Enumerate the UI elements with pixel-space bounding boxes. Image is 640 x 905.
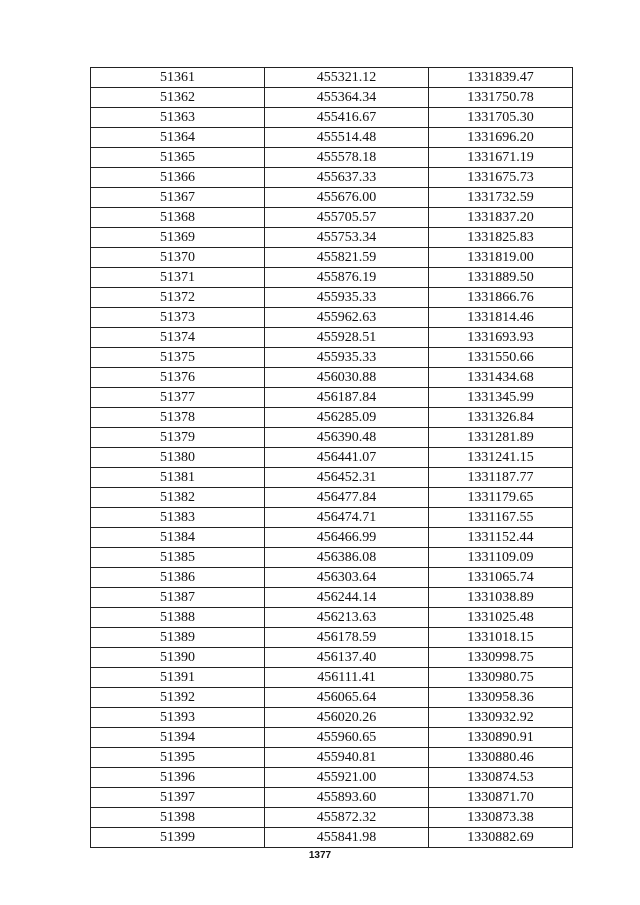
table-row bbox=[91, 268, 573, 288]
point-id-cell: 51390 bbox=[91, 648, 265, 668]
x-coordinate-cell: 456020.26 bbox=[265, 708, 429, 728]
x-coordinate-cell: 455872.32 bbox=[265, 808, 429, 828]
point-id-cell: 51383 bbox=[91, 508, 265, 528]
coordinate-table bbox=[90, 67, 573, 848]
y-coordinate-cell: 1330882.69 bbox=[429, 828, 573, 848]
table-row bbox=[91, 588, 573, 608]
x-coordinate-cell: 455676.00 bbox=[265, 188, 429, 208]
table-row bbox=[91, 208, 573, 228]
table-row bbox=[91, 768, 573, 788]
y-coordinate-cell: 1330998.75 bbox=[429, 648, 573, 668]
table-row bbox=[91, 348, 573, 368]
point-id-cell: 51395 bbox=[91, 748, 265, 768]
table-row bbox=[91, 108, 573, 128]
point-id-cell: 51389 bbox=[91, 628, 265, 648]
y-coordinate-cell: 1331434.68 bbox=[429, 368, 573, 388]
y-coordinate-cell: 1331819.00 bbox=[429, 248, 573, 268]
x-coordinate-cell: 456111.41 bbox=[265, 668, 429, 688]
y-coordinate-cell: 1331018.15 bbox=[429, 628, 573, 648]
table-row bbox=[91, 508, 573, 528]
point-id-cell: 51377 bbox=[91, 388, 265, 408]
y-coordinate-cell: 1331732.59 bbox=[429, 188, 573, 208]
table-row bbox=[91, 328, 573, 348]
table-row bbox=[91, 748, 573, 768]
y-coordinate-cell: 1330980.75 bbox=[429, 668, 573, 688]
table-row bbox=[91, 228, 573, 248]
x-coordinate-cell: 455876.19 bbox=[265, 268, 429, 288]
table-row bbox=[91, 168, 573, 188]
point-id-cell: 51388 bbox=[91, 608, 265, 628]
x-coordinate-cell: 455637.33 bbox=[265, 168, 429, 188]
y-coordinate-cell: 1331705.30 bbox=[429, 108, 573, 128]
point-id-cell: 51368 bbox=[91, 208, 265, 228]
x-coordinate-cell: 455578.18 bbox=[265, 148, 429, 168]
point-id-cell: 51380 bbox=[91, 448, 265, 468]
y-coordinate-cell: 1331281.89 bbox=[429, 428, 573, 448]
point-id-cell: 51393 bbox=[91, 708, 265, 728]
table-row bbox=[91, 248, 573, 268]
point-id-cell: 51392 bbox=[91, 688, 265, 708]
y-coordinate-cell: 1330890.91 bbox=[429, 728, 573, 748]
table-row bbox=[91, 668, 573, 688]
page-number: 1377 bbox=[308, 850, 332, 861]
x-coordinate-cell: 455321.12 bbox=[265, 68, 429, 88]
x-coordinate-cell: 455962.63 bbox=[265, 308, 429, 328]
y-coordinate-cell: 1330932.92 bbox=[429, 708, 573, 728]
y-coordinate-cell: 1331241.15 bbox=[429, 448, 573, 468]
y-coordinate-cell: 1330871.70 bbox=[429, 788, 573, 808]
x-coordinate-cell: 455705.57 bbox=[265, 208, 429, 228]
point-id-cell: 51364 bbox=[91, 128, 265, 148]
point-id-cell: 51382 bbox=[91, 488, 265, 508]
y-coordinate-cell: 1331866.76 bbox=[429, 288, 573, 308]
point-id-cell: 51371 bbox=[91, 268, 265, 288]
y-coordinate-cell: 1331065.74 bbox=[429, 568, 573, 588]
y-coordinate-cell: 1331326.84 bbox=[429, 408, 573, 428]
table-row bbox=[91, 708, 573, 728]
table-row bbox=[91, 128, 573, 148]
y-coordinate-cell: 1331814.46 bbox=[429, 308, 573, 328]
point-id-cell: 51385 bbox=[91, 548, 265, 568]
y-coordinate-cell: 1331696.20 bbox=[429, 128, 573, 148]
point-id-cell: 51363 bbox=[91, 108, 265, 128]
table-row bbox=[91, 608, 573, 628]
x-coordinate-cell: 455960.65 bbox=[265, 728, 429, 748]
x-coordinate-cell: 455921.00 bbox=[265, 768, 429, 788]
y-coordinate-cell: 1330958.36 bbox=[429, 688, 573, 708]
point-id-cell: 51370 bbox=[91, 248, 265, 268]
point-id-cell: 51374 bbox=[91, 328, 265, 348]
y-coordinate-cell: 1331187.77 bbox=[429, 468, 573, 488]
coordinate-table-body bbox=[91, 68, 573, 848]
x-coordinate-cell: 456285.09 bbox=[265, 408, 429, 428]
x-coordinate-cell: 456187.84 bbox=[265, 388, 429, 408]
point-id-cell: 51369 bbox=[91, 228, 265, 248]
x-coordinate-cell: 456178.59 bbox=[265, 628, 429, 648]
coordinate-table-container bbox=[90, 67, 572, 848]
point-id-cell: 51375 bbox=[91, 348, 265, 368]
point-id-cell: 51386 bbox=[91, 568, 265, 588]
x-coordinate-cell: 456065.64 bbox=[265, 688, 429, 708]
table-row bbox=[91, 308, 573, 328]
x-coordinate-cell: 456477.84 bbox=[265, 488, 429, 508]
table-row bbox=[91, 88, 573, 108]
x-coordinate-cell: 456390.48 bbox=[265, 428, 429, 448]
table-row bbox=[91, 428, 573, 448]
point-id-cell: 51366 bbox=[91, 168, 265, 188]
x-coordinate-cell: 456452.31 bbox=[265, 468, 429, 488]
x-coordinate-cell: 455935.33 bbox=[265, 348, 429, 368]
point-id-cell: 51399 bbox=[91, 828, 265, 848]
table-row bbox=[91, 568, 573, 588]
x-coordinate-cell: 455416.67 bbox=[265, 108, 429, 128]
y-coordinate-cell: 1331825.83 bbox=[429, 228, 573, 248]
table-row bbox=[91, 388, 573, 408]
y-coordinate-cell: 1330874.53 bbox=[429, 768, 573, 788]
table-row bbox=[91, 448, 573, 468]
table-row bbox=[91, 628, 573, 648]
x-coordinate-cell: 455753.34 bbox=[265, 228, 429, 248]
y-coordinate-cell: 1331837.20 bbox=[429, 208, 573, 228]
x-coordinate-cell: 456474.71 bbox=[265, 508, 429, 528]
table-row bbox=[91, 68, 573, 88]
x-coordinate-cell: 455940.81 bbox=[265, 748, 429, 768]
table-row bbox=[91, 728, 573, 748]
x-coordinate-cell: 456303.64 bbox=[265, 568, 429, 588]
y-coordinate-cell: 1331345.99 bbox=[429, 388, 573, 408]
point-id-cell: 51367 bbox=[91, 188, 265, 208]
y-coordinate-cell: 1331179.65 bbox=[429, 488, 573, 508]
table-row bbox=[91, 188, 573, 208]
point-id-cell: 51381 bbox=[91, 468, 265, 488]
table-row bbox=[91, 488, 573, 508]
x-coordinate-cell: 455514.48 bbox=[265, 128, 429, 148]
x-coordinate-cell: 456244.14 bbox=[265, 588, 429, 608]
y-coordinate-cell: 1330873.38 bbox=[429, 808, 573, 828]
y-coordinate-cell: 1331038.89 bbox=[429, 588, 573, 608]
table-row bbox=[91, 548, 573, 568]
x-coordinate-cell: 455893.60 bbox=[265, 788, 429, 808]
point-id-cell: 51394 bbox=[91, 728, 265, 748]
point-id-cell: 51372 bbox=[91, 288, 265, 308]
y-coordinate-cell: 1331025.48 bbox=[429, 608, 573, 628]
y-coordinate-cell: 1331675.73 bbox=[429, 168, 573, 188]
x-coordinate-cell: 456466.99 bbox=[265, 528, 429, 548]
y-coordinate-cell: 1331839.47 bbox=[429, 68, 573, 88]
point-id-cell: 51365 bbox=[91, 148, 265, 168]
point-id-cell: 51398 bbox=[91, 808, 265, 828]
y-coordinate-cell: 1330880.46 bbox=[429, 748, 573, 768]
y-coordinate-cell: 1331152.44 bbox=[429, 528, 573, 548]
x-coordinate-cell: 456213.63 bbox=[265, 608, 429, 628]
table-row bbox=[91, 808, 573, 828]
table-row bbox=[91, 288, 573, 308]
table-row bbox=[91, 468, 573, 488]
point-id-cell: 51384 bbox=[91, 528, 265, 548]
x-coordinate-cell: 455821.59 bbox=[265, 248, 429, 268]
table-row bbox=[91, 788, 573, 808]
y-coordinate-cell: 1331109.09 bbox=[429, 548, 573, 568]
x-coordinate-cell: 455841.98 bbox=[265, 828, 429, 848]
table-row bbox=[91, 828, 573, 848]
point-id-cell: 51376 bbox=[91, 368, 265, 388]
x-coordinate-cell: 455935.33 bbox=[265, 288, 429, 308]
y-coordinate-cell: 1331750.78 bbox=[429, 88, 573, 108]
point-id-cell: 51397 bbox=[91, 788, 265, 808]
table-row bbox=[91, 528, 573, 548]
point-id-cell: 51387 bbox=[91, 588, 265, 608]
x-coordinate-cell: 456137.40 bbox=[265, 648, 429, 668]
point-id-cell: 51379 bbox=[91, 428, 265, 448]
point-id-cell: 51362 bbox=[91, 88, 265, 108]
y-coordinate-cell: 1331167.55 bbox=[429, 508, 573, 528]
x-coordinate-cell: 455928.51 bbox=[265, 328, 429, 348]
table-row bbox=[91, 368, 573, 388]
table-row bbox=[91, 688, 573, 708]
x-coordinate-cell: 456030.88 bbox=[265, 368, 429, 388]
point-id-cell: 51361 bbox=[91, 68, 265, 88]
point-id-cell: 51391 bbox=[91, 668, 265, 688]
y-coordinate-cell: 1331693.93 bbox=[429, 328, 573, 348]
x-coordinate-cell: 456386.08 bbox=[265, 548, 429, 568]
table-row bbox=[91, 408, 573, 428]
point-id-cell: 51396 bbox=[91, 768, 265, 788]
table-row bbox=[91, 648, 573, 668]
y-coordinate-cell: 1331550.66 bbox=[429, 348, 573, 368]
point-id-cell: 51373 bbox=[91, 308, 265, 328]
x-coordinate-cell: 455364.34 bbox=[265, 88, 429, 108]
x-coordinate-cell: 456441.07 bbox=[265, 448, 429, 468]
y-coordinate-cell: 1331671.19 bbox=[429, 148, 573, 168]
point-id-cell: 51378 bbox=[91, 408, 265, 428]
y-coordinate-cell: 1331889.50 bbox=[429, 268, 573, 288]
table-row bbox=[91, 148, 573, 168]
